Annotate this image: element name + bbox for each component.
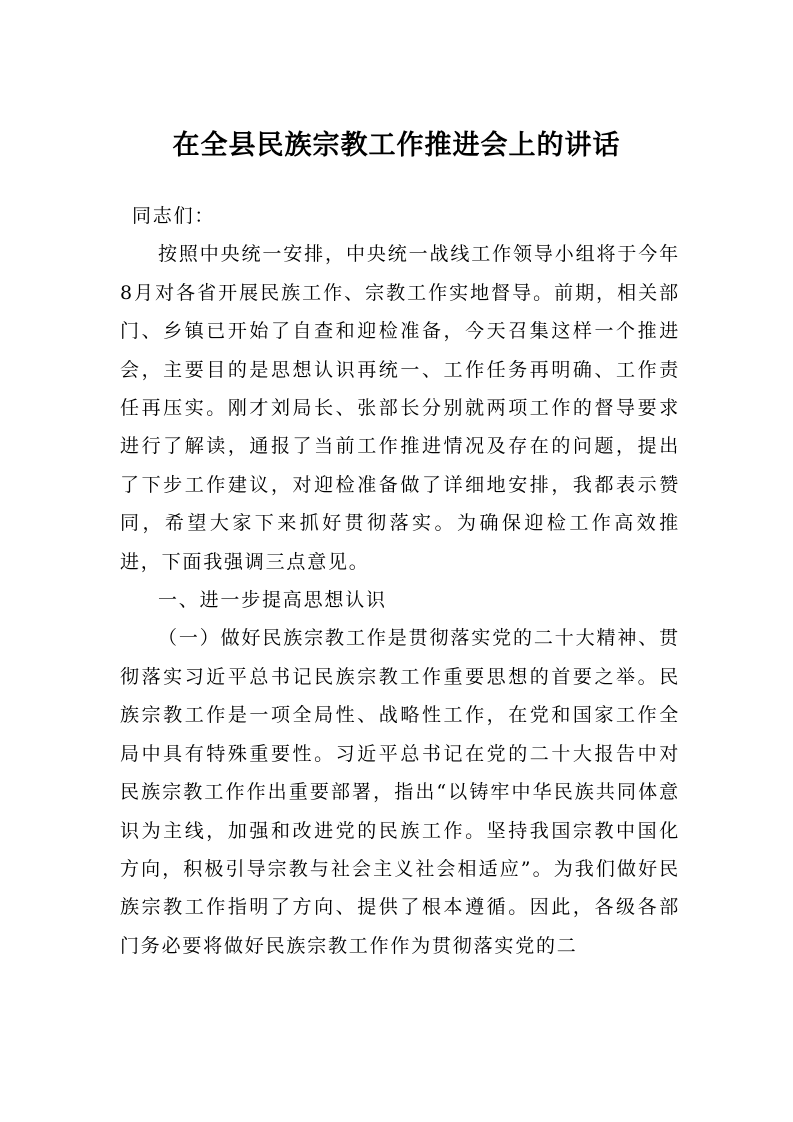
document-title: 在全县民族宗教工作推进会上的讲话 <box>172 130 621 161</box>
section-heading-1: 一、进一步提高思想认识 <box>158 589 387 612</box>
greeting: 同志们： <box>132 205 216 227</box>
document-body <box>120 197 680 965</box>
paragraph-section-1-1: （一）做好民族宗教工作是贯彻落实党的二十大精神、贯彻落实习近平总书记民族宗教工作重要思想的首要之举。民族宗教工作是一项全局性、战略性工作，在党和国家工作全局中具有特殊重要性。习近平总书记在党的二十大报告中对民族宗教工作作出重要部署，指出“以铸牢中华民族共同体意识为主线，加强和改进党的民族工作。坚持我国宗教中国化方向，积极引导宗教与社会主义社会相适应”。为我们做好民族宗教工作指明了方向、提供了根本遵循。因此，各级各部门务必要将做好民族宗教工作作为贯彻落实党的二 <box>120 627 680 957</box>
paragraph-intro: 按照中央统一安排，中央统一战线工作领导小组将于今年8月对各省开展民族工作、宗教工作实地督导。前期，相关部门、乡镇已开始了自查和迎检准备，今天召集这样一个推进会，主要目的是思想认识再统一、工作任务再明确、工作责任再压实。刚才刘局长、张部长分别就两项工作的督导要求进行了解读，通报了当前工作推进情况及存在的问题，提出了下步工作建议，对迎检准备做了详细地安排，我都表示赞同，希望大家下来抓好贯彻落实。为确保迎检工作高效推进，下面我强调三点意见。 <box>120 243 680 573</box>
